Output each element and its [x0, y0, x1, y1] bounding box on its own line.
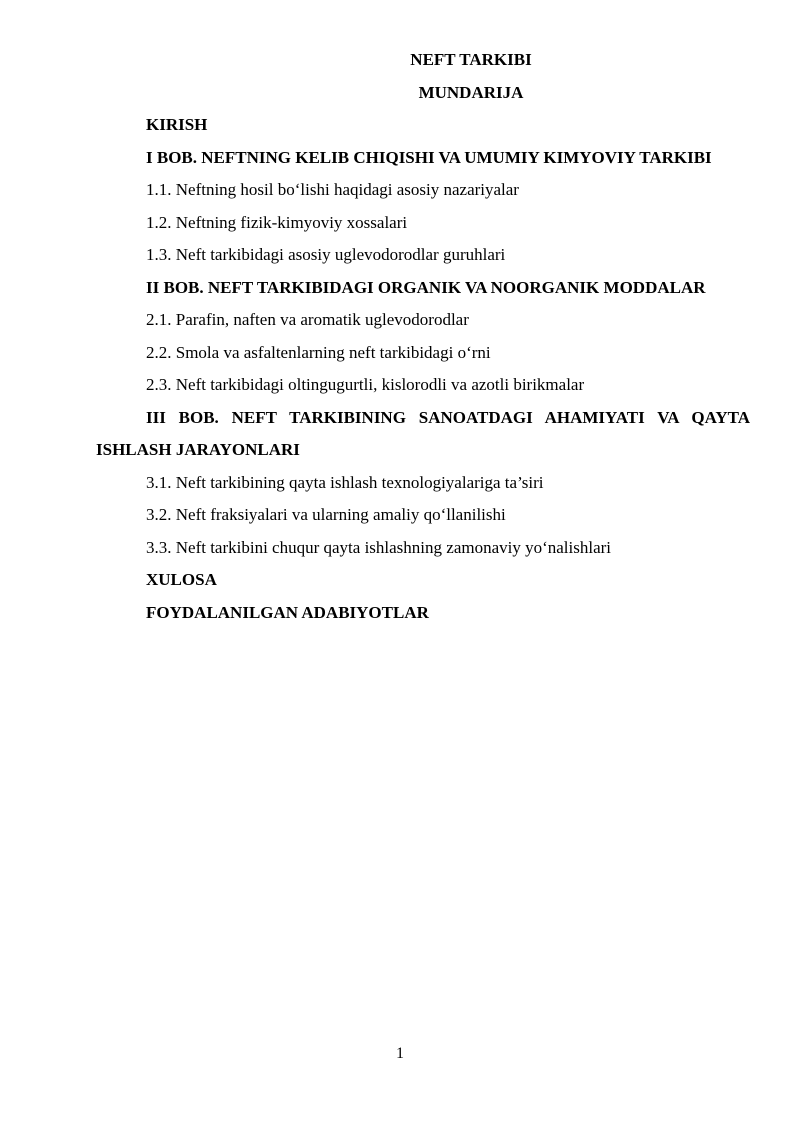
toc-entry-3-2: 3.2. Neft fraksiyalari va ularning amaliy qo‘llanilishi [146, 505, 506, 524]
toc-entry-3-1: 3.1. Neft tarkibining qayta ishlash texnologiyalariga ta’siri [146, 472, 544, 492]
toc-entry-2-3: 2.3. Neft tarkibidagi oltingugurtli, kislorodli va azotli birikmalar [146, 375, 585, 394]
toc-entry-1-1: 1.1. Neftning hosil bo‘lishi haqidagi asosiy nazariyalar [146, 180, 519, 199]
toc-entry-2-1: 2.1. Parafin, naften va aromatik uglevodorodlar [146, 310, 469, 329]
toc-entry-chapter-1: I BOB. NEFTNING KELIB CHIQISHI VA UMUMIY KIMYOVIY TARKIBI [146, 147, 712, 167]
toc-entry-chapter-2: II BOB. NEFT TARKIBIDAGI ORGANIK VA NOORGANIK MODDALAR [146, 277, 706, 297]
toc-heading: MUNDARIJA [418, 82, 524, 102]
toc-entry-references: FOYDALANILGAN ADABIYOTLAR [146, 602, 429, 622]
toc-entry-intro: KIRISH [146, 115, 208, 134]
toc-entry-conclusion: XULOSA [146, 570, 217, 589]
toc-entry-2-2: 2.2. Smola va asfaltenlarning neft tarkibidagi o‘rni [146, 342, 491, 362]
table-of-contents [96, 44, 750, 629]
toc-entry-chapter-3: III BOB. NEFT TARKIBINING SANOATDAGI AHAMIYATI VA QAYTA ISHLASH JARAYONLARI [96, 407, 750, 459]
toc-entry-3-3: 3.3. Neft tarkibini chuqur qayta ishlashning zamonaviy yo‘nalishlari [146, 537, 612, 557]
document-title: NEFT TARKIBI [410, 50, 532, 69]
toc-entry-1-3: 1.3. Neft tarkibidagi asosiy uglevodorodlar guruhlari [146, 245, 506, 264]
page-number: 1 [396, 1045, 404, 1062]
toc-entry-1-2: 1.2. Neftning fizik-kimyoviy xossalari [146, 212, 408, 232]
